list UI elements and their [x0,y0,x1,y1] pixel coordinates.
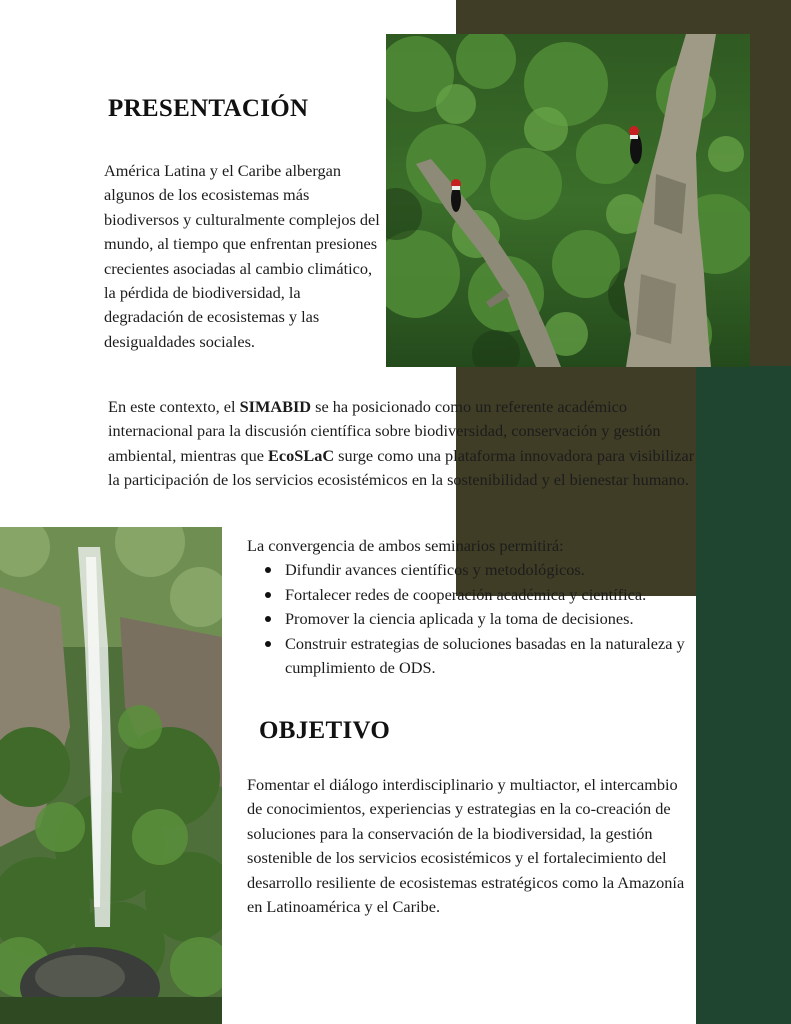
objective-paragraph: Fomentar el diálogo interdisciplinario y multiactor, el intercambio de conocimientos, experiencias y estrategias en la co-creación de soluciones para la conservación de la biodiversidad, la gestión sostenible de los servicios ecosistémicos y el fortalecimiento del desarrollo resiliente de ecosistemas estratégicos como la Amazonía en Latinoamérica y el Caribe. [247,775,685,917]
context-text-after: surge como una plataforma innovadora para visibilizar la participación de los servicios ecosistémicos en la sostenibilidad y el bienestar humano. [108,445,695,490]
list-item: Promover la ciencia aplicada y la toma de decisiones. [285,607,697,631]
convergence-list [247,558,697,680]
intro-paragraph: América Latina y el Caribe albergan algunos de los ecosistemas más biodiversos y culturalmente complejos del mundo, al tiempo que enfrentan presiones crecientes asociadas al cambio climático, la pérdida de biodiversidad, la degradación de ecosistemas y las desigualdades sociales. [104,161,380,351]
green-background-panel [696,366,791,1024]
list-item: Difundir avances científicos y metodológicos. [285,558,697,582]
context-text-before: En este contexto, el [108,397,240,416]
objective-title: OBJETIVO [259,717,391,744]
context-text-middle: se ha posicionado como un referente académico internacional para la discusión científica sobre biodiversidad, conservación y gestión ambiental, mientras que [108,397,661,465]
list-item: Fortalecer redes de cooperación académica y científica. [285,583,697,607]
context-paragraph [108,395,698,493]
waterfall-photo [0,527,222,1024]
presentation-title: PRESENTACIÓN [108,95,309,122]
simabid-name: SIMABID [239,397,312,416]
woodpeckers-illustration [386,34,750,367]
ecoslac-name: EcoSLaC [268,445,335,465]
convergence-lead: La convergencia de ambos seminarios permitirá: [247,536,564,555]
convergence-section [247,534,697,680]
woodpeckers-photo [386,34,750,367]
waterfall-illustration [0,527,222,1024]
list-item: Construir estrategias de soluciones basadas en la naturaleza y cumplimiento de ODS. [285,632,697,681]
